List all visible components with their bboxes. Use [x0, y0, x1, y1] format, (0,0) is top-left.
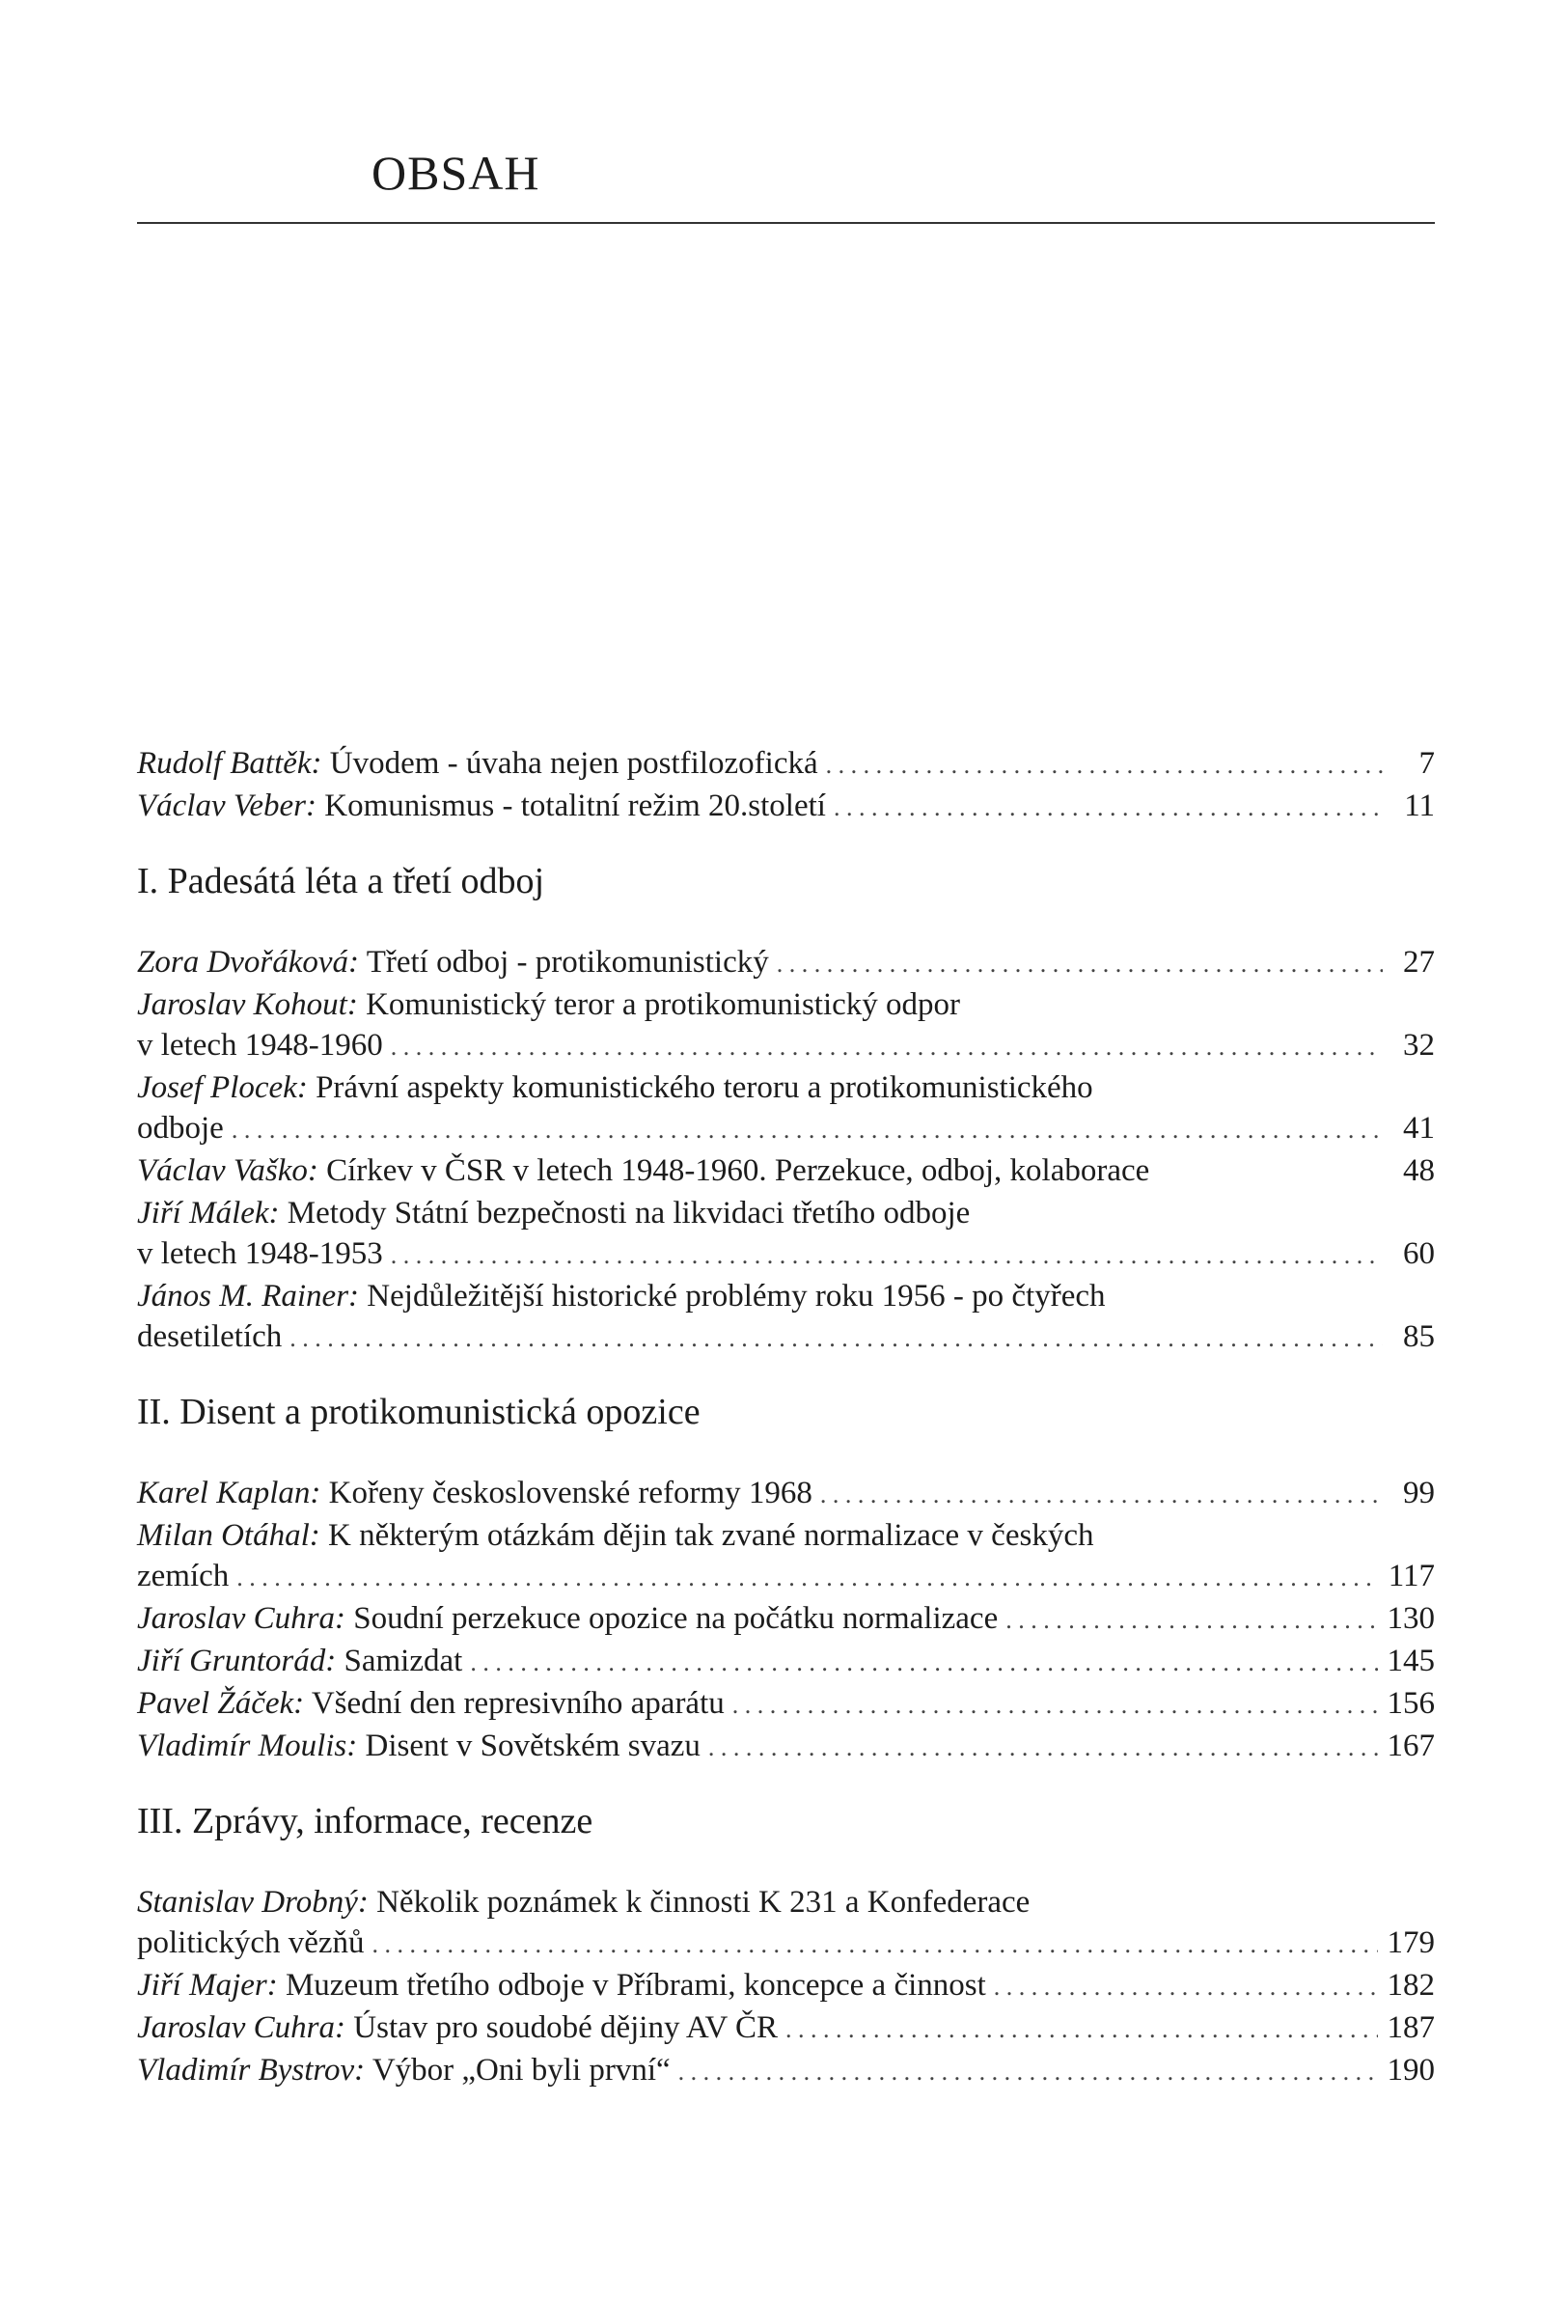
toc-entry-first-line — [137, 1193, 1435, 1233]
dot-leader — [372, 1923, 1378, 1965]
toc-entry-last-line — [137, 1556, 1435, 1598]
toc-entry-first-line — [137, 984, 1435, 1025]
toc-entry[interactable] — [137, 1882, 1435, 1965]
dot-leader — [785, 2007, 1378, 2050]
toc-entry-author: Rudolf Battěk: — [137, 746, 322, 781]
toc-entry-author: Zora Dvořáková: — [137, 945, 360, 980]
toc-entry[interactable] — [137, 1965, 1435, 2007]
toc-entry-text — [137, 2050, 671, 2090]
toc-entry-author: Jiří Gruntorád: — [137, 1644, 337, 1678]
dot-leader — [391, 1233, 1383, 1276]
toc-entry-author: János M. Rainer: — [137, 1279, 360, 1314]
toc-entry-page-number: 182 — [1387, 1968, 1435, 2003]
dot-leader — [678, 2050, 1378, 2092]
toc-entry-title: Komunismus - totalitní režim 20.století — [324, 788, 826, 823]
toc-entry[interactable] — [137, 1150, 1435, 1193]
toc-entry-title: Kořeny československé reformy 1968 — [328, 1476, 812, 1510]
toc-entry-author: Jaroslav Cuhra: — [137, 2010, 346, 2045]
toc-entry-title-continued: desetiletích — [137, 1319, 283, 1354]
toc-entry-author: Jiří Majer: — [137, 1968, 278, 2003]
toc-entry-line — [137, 1683, 1435, 1726]
toc-entry-last-line — [137, 1923, 1435, 1965]
toc-entry-title: Třetí odboj - protikomunistický — [366, 945, 769, 980]
toc-entry[interactable] — [137, 1515, 1435, 1598]
toc-entry-text — [137, 1473, 812, 1513]
toc-entry-title: Soudní perzekuce opozice na počátku normalizace — [353, 1601, 999, 1636]
toc-entry-line — [137, 2007, 1435, 2050]
toc-entry[interactable] — [137, 1598, 1435, 1641]
toc-entry-author: Stanislav Drobný: — [137, 1885, 369, 1920]
toc-entry-page-number: 60 — [1403, 1236, 1435, 1271]
toc-entry-page-number: 145 — [1387, 1644, 1435, 1678]
toc-entry-author: Václav Vaško: — [137, 1153, 318, 1188]
toc-entry[interactable] — [137, 743, 1435, 786]
toc-entry[interactable] — [137, 1641, 1435, 1683]
toc-entry-text — [137, 2007, 778, 2048]
toc-entry-author: Karel Kaplan: — [137, 1476, 321, 1510]
toc-entry-line — [137, 1150, 1435, 1193]
toc-entry-page-number: 187 — [1387, 2010, 1435, 2045]
dot-leader — [391, 1025, 1383, 1067]
toc-entry-title-continued: v letech 1948-1953 — [137, 1236, 383, 1271]
toc-entry-page-number: 99 — [1403, 1476, 1435, 1510]
toc-entry-title: Výbor „Oni byli první“ — [371, 2053, 671, 2088]
toc-entry-last-line — [137, 1108, 1435, 1150]
section-spacer — [137, 1434, 1435, 1473]
toc-entry-page-number: 130 — [1387, 1601, 1435, 1636]
dot-leader — [834, 786, 1383, 828]
dot-leader — [732, 1683, 1378, 1726]
section-spacer — [137, 828, 1435, 859]
toc-entry-page-number: 117 — [1388, 1559, 1435, 1593]
dot-leader — [708, 1726, 1378, 1768]
toc-entry-line — [137, 942, 1435, 984]
toc-entry-line — [137, 743, 1435, 786]
toc-entry-title-continued: zemích — [137, 1559, 230, 1593]
toc-entry-title: Nejdůležitější historické problémy roku 1956 - po čtyřech — [367, 1279, 1106, 1314]
toc-entry-text — [137, 786, 826, 826]
toc-entry-line — [137, 1965, 1435, 2007]
toc-entry-title: Ústav pro soudobé dějiny AV ČR — [353, 2010, 778, 2045]
toc-entry-page-number: 167 — [1387, 1729, 1435, 1763]
toc-entry-page-number: 48 — [1403, 1153, 1435, 1188]
dot-leader — [1005, 1598, 1377, 1641]
toc-entry[interactable] — [137, 1683, 1435, 1726]
toc-entry-text — [137, 1683, 725, 1724]
toc-entry[interactable] — [137, 942, 1435, 984]
toc-entry-first-line — [137, 1067, 1435, 1108]
toc-entry-line — [137, 1726, 1435, 1768]
toc-entry-title: Samizdat — [344, 1644, 463, 1678]
toc-entry-line — [137, 2050, 1435, 2092]
toc-entry-author: Jaroslav Kohout: — [137, 987, 358, 1022]
dot-leader — [820, 1473, 1383, 1515]
toc-entry-page-number: 156 — [1387, 1686, 1435, 1721]
toc-entry[interactable] — [137, 1726, 1435, 1768]
toc-entry-title: Muzeum třetího odboje v Příbrami, koncepce a činnost — [285, 1968, 986, 2003]
toc-entry-title: Několik poznámek k činnosti K 231 a Konfederace — [376, 1885, 1031, 1920]
dot-leader — [470, 1641, 1377, 1683]
toc-entry-page-number: 27 — [1403, 945, 1435, 980]
page-title: OBSAH — [371, 146, 540, 200]
toc-entry-author: Vladimír Moulis: — [137, 1729, 358, 1763]
toc-entry-line — [137, 1473, 1435, 1515]
toc-entry-author: Vladimír Bystrov: — [137, 2053, 366, 2088]
dot-leader — [777, 942, 1383, 984]
toc-entry-title: Úvodem - úvaha nejen postfilozofická — [329, 746, 818, 781]
section-heading: I. Padesátá léta a třetí odboj — [137, 861, 545, 901]
toc-entry[interactable] — [137, 1473, 1435, 1515]
toc-entry-page-number: 179 — [1387, 1925, 1435, 1960]
toc-entry-text — [137, 1965, 986, 2006]
toc-entry-last-line — [137, 1316, 1435, 1359]
section-heading: II. Disent a protikomunistická opozice — [137, 1392, 701, 1432]
toc-entry-title: K některým otázkám dějin tak zvané normalizace v českých — [327, 1518, 1094, 1553]
toc-entry-title: Právní aspekty komunistického teroru a protikomunistického — [316, 1070, 1093, 1105]
toc-entry[interactable] — [137, 1276, 1435, 1359]
toc-entry-title: Všední den represivního aparátu — [311, 1686, 725, 1721]
dot-leader — [232, 1108, 1383, 1150]
toc-entry-first-line — [137, 1882, 1435, 1923]
dot-leader — [236, 1556, 1378, 1598]
toc-entry-title: Disent v Sovětském svazu — [365, 1729, 701, 1763]
dot-leader — [994, 1965, 1378, 2007]
toc-entry-author: Jiří Málek: — [137, 1196, 280, 1231]
toc-entry-page-number: 41 — [1403, 1111, 1435, 1146]
section-spacer — [137, 1359, 1435, 1390]
section-spacer — [137, 903, 1435, 942]
toc-entry-author: Pavel Žáček: — [137, 1686, 305, 1721]
section-spacer — [137, 1768, 1435, 1799]
toc-entry-last-line — [137, 1233, 1435, 1276]
toc-entry-line — [137, 1598, 1435, 1641]
toc-entry-text — [137, 1726, 701, 1766]
toc-entry-title-continued: odboje — [137, 1111, 224, 1146]
dot-leader — [289, 1316, 1383, 1359]
toc-entry-title: Komunistický teror a protikomunistický odpor — [366, 987, 961, 1022]
toc-entry-author: Václav Veber: — [137, 788, 316, 823]
toc-entry[interactable] — [137, 786, 1435, 828]
toc-entry[interactable] — [137, 1067, 1435, 1150]
toc-entry[interactable] — [137, 984, 1435, 1067]
toc-entry-page-number: 85 — [1403, 1319, 1435, 1354]
toc-entry-author: Milan Otáhal: — [137, 1518, 320, 1553]
toc-entry-text — [137, 1150, 1149, 1191]
toc-entry-text — [137, 942, 769, 982]
toc-entry[interactable] — [137, 2050, 1435, 2092]
toc-entry-page-number: 11 — [1404, 788, 1435, 823]
toc-entry-text — [137, 1641, 462, 1681]
toc-entry[interactable] — [137, 1193, 1435, 1276]
section-spacer — [137, 1843, 1435, 1882]
toc-entry-author: Jaroslav Cuhra: — [137, 1601, 346, 1636]
table-of-contents — [137, 743, 1435, 2092]
toc-entry[interactable] — [137, 2007, 1435, 2050]
toc-entry-title: Metody Státní bezpečnosti na likvidaci třetího odboje — [287, 1196, 971, 1231]
title-rule — [137, 222, 1435, 224]
toc-entry-line — [137, 786, 1435, 828]
toc-entry-title: Církev v ČSR v letech 1948-1960. Perzekuce, odboj, kolaborace — [326, 1153, 1150, 1188]
toc-entry-page-number: 7 — [1418, 746, 1435, 781]
toc-entry-first-line — [137, 1276, 1435, 1316]
dot-leader — [826, 743, 1383, 786]
toc-entry-line — [137, 1641, 1435, 1683]
toc-entry-text — [137, 1598, 998, 1639]
toc-entry-page-number: 32 — [1403, 1028, 1435, 1063]
toc-entry-first-line — [137, 1515, 1435, 1556]
section-heading: III. Zprávy, informace, recenze — [137, 1801, 593, 1841]
toc-entry-title-continued: v letech 1948-1960 — [137, 1028, 383, 1063]
toc-entry-text — [137, 743, 818, 784]
toc-entry-page-number: 190 — [1387, 2053, 1435, 2088]
toc-entry-last-line — [137, 1025, 1435, 1067]
toc-entry-title-continued: politických vězňů — [137, 1925, 365, 1960]
toc-entry-author: Josef Plocek: — [137, 1070, 308, 1105]
